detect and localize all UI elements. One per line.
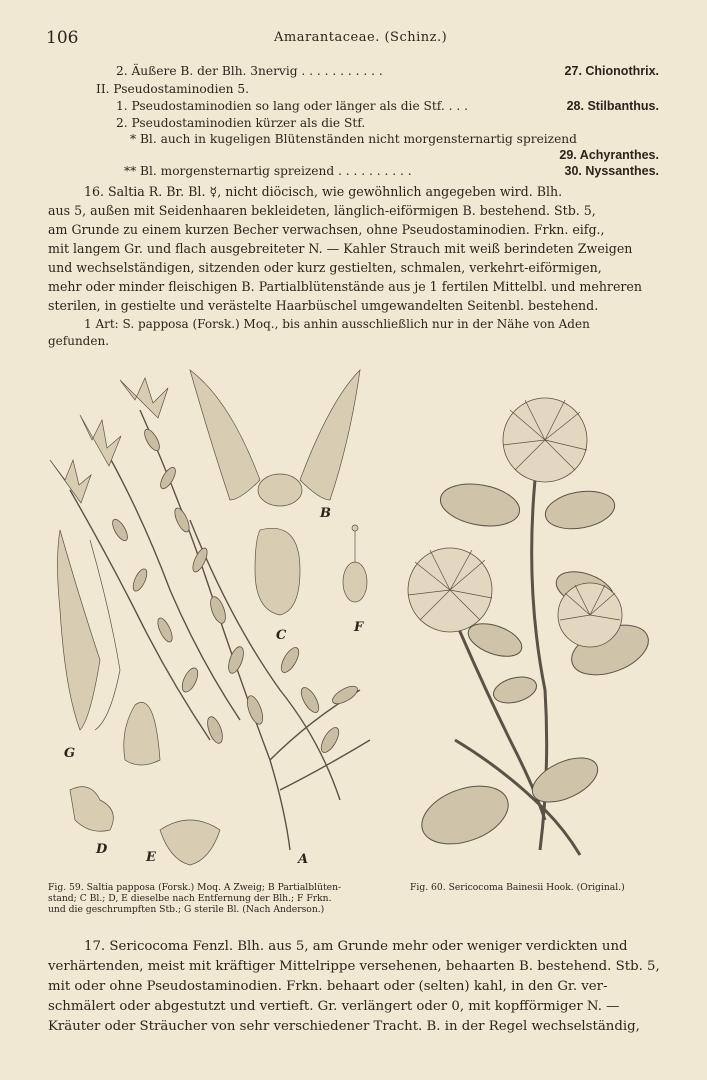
figure-label-f: F [354,620,364,635]
book-page: 106 Amarantaceae. (Schinz.) 2. Äußere B. der Blh. 3nervig . . . . . . . . . . . 27. Chionothrix. II. Pseudostaminodien 5. 1. Pseudostaminodien so lang oder länger als die Stf. . . . 28. Stilbanthus. 2. Pseudostaminodien kürzer als die Stf. * Bl. auch in kugeligen Blütenständen nicht morgensternartig spreizend 29. Achyranthes. ** Bl. morgensternartig spreizend . . . . . . . . . . 30. Nyssanthes. 16. Saltia R. Br. Bl. ☿, nicht diöcisch, wie gewöhnlich angegeben wird. Blh. aus 5, außen mit Seidenhaaren bekleideten, länglich-eiförmigen B. bestehend. Stb. 5, am Grunde zu einem kurzen Becher verwachsen, ohne Pseudostaminodien. Frkn. eifg., mit langem Gr. und flach ausgebreiteter N. — Kahler Strauch mit weiß berindeten Zweigen und wechselständigen, sitzenden oder kurz gestielten, schmalen, verkehrt-eiförmigen, mehr oder minder fleischigen B. Partialblütenstände aus je 1 fertilen Mittelbl. und mehreren sterilen, in gestielte und verästelte Haarbüschel umgewandelten Seitenbl. bestehend. 1 Art: S. papposa (Forsk.) Moq., bis anhin ausschließlich nur in der Nähe von Aden gefunden. B C F G D E A Fig. 59. Saltia papposa (Forsk.) Moq. A Zweig; B Partialblüten- stand; C Bl.; D, E dieselbe nach Entfernung der Blh.; F Frkn. und die geschrumpften Stb.; G sterile Bl. (Nach Anderson.) Fig. 60. Sericocoma Bainesii Hook. (Original.) 17. Sericocoma Fenzl. Blh. aus 5, am Grunde mehr oder weniger verdickten und verhärtenden, meist mit kräftiger Mittelrippe versehenen, behaarten B. bestehend. Stb. 5, mit oder ohne Pseudostaminodien. Frkn. behaart oder (selten) kahl, in den Gr. ver- schmälert oder abgestutzt und vertieft. Gr. verlängert oder 0, mit kopfförmiger N. — Kräuter oder Sträucher von sehr verschiedener Tracht. B. in der Regel wechselständig, [0,0,707,1080]
figure-59-drawing [40,360,400,880]
figure-label-d: D [96,842,108,857]
figure-label-c: C [276,628,287,643]
figure-60-caption: Fig. 60. Sericocoma Bainesii Hook. (Original.) [410,882,625,893]
saltia-description: 16. Saltia R. Br. Bl. ☿, nicht diöcisch, wie gewöhnlich angegeben wird. Blh. aus 5, außen mit Seidenhaaren bekleideten, länglich-eiförmigen B. bestehend. Stb. 5, am Grunde zu einem kurzen Becher verwachsen, ohne Pseudostaminodien. Frkn. eifg., mit langem Gr. und flach ausgebreiteter N. — Kahler Strauch mit weiß berindeten Zweigen und wechselständigen, sitzenden oder kurz gestielten, schmalen, verkehrt-eiförmigen, mehr oder minder fleischigen B. Partialblütenstände aus je 1 fertilen Mittelbl. und mehreren sterilen, in gestielte und verästelte Haarbüschel umgewandelten Seitenbl. bestehend. [48,184,642,313]
figure-60-drawing [395,390,665,880]
figure-label-b: B [320,506,331,521]
figure-59-caption: Fig. 59. Saltia papposa (Forsk.) Moq. A Zweig; B Partialblüten- stand; C Bl.; D, E dieselbe nach Entfernung der Blh.; F Frkn. und die geschrumpften Stb.; G sterile Bl. (Nach Anderson.) [48,882,342,915]
saltia-species-note: 1 Art: S. papposa (Forsk.) Moq., bis anhin ausschließlich nur in der Nähe von Aden gefunden. [48,317,590,348]
sericocoma-description: 17. Sericocoma Fenzl. Blh. aus 5, am Grunde mehr oder weniger verdickten und verhärtenden, meist mit kräftiger Mittelrippe versehenen, behaarten B. bestehend. Stb. 5, mit oder ohne Pseudostaminodien. Frkn. behaart oder (selten) kahl, in den Gr. ver- schmälert oder abgestutzt und vertieft. Gr. verlängert oder 0, mit kopfförmiger N. — Kräuter oder Sträucher von sehr verschiedener Tracht. B. in der Regel wechselständig, [48,939,660,1034]
figure-label-e: E [146,850,156,865]
running-title: Amarantaceae. (Schinz.) [274,30,448,45]
figure-label-a: A [298,852,309,867]
tuft-top [120,378,168,418]
page-number: 106 [46,28,79,48]
figure-label-g: G [64,746,76,761]
